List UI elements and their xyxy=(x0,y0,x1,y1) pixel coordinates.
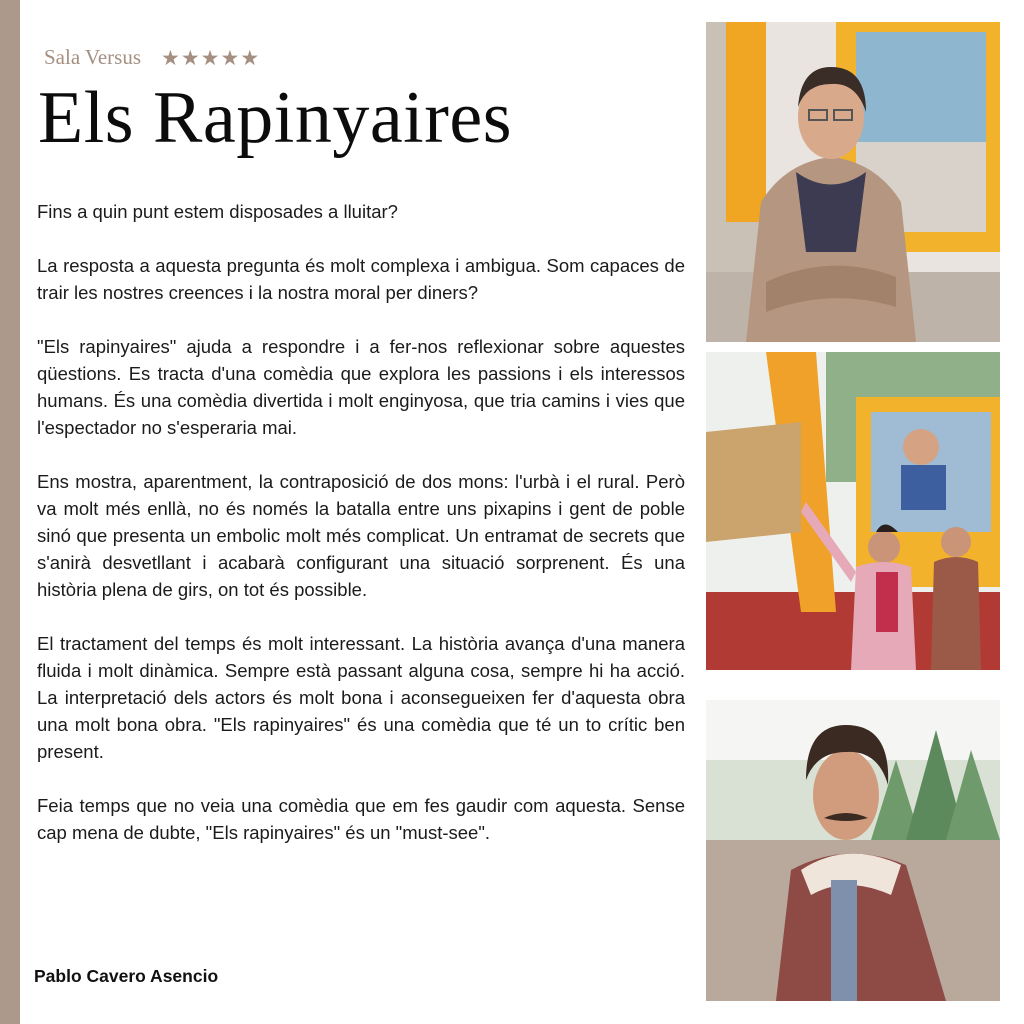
paragraph-question: Fins a quin punt estem disposades a lluitar? xyxy=(37,201,398,222)
photo-man-jacket xyxy=(706,700,1000,1001)
accent-side-bar xyxy=(0,0,20,1024)
paragraph-time: El tractament del temps és molt interessant. La història avança d'una manera fluida i molt dinàmica. Sempre està passant alguna cosa, sempre hi ha acció. La interpretació dels actors és molt bona i aconsegueixen fer d'aquesta obra una molt bona obra. "Els rapinyaires" és una comèdia que té un to crític ben present. xyxy=(37,633,685,762)
review-title: Els Rapinyaires xyxy=(38,77,513,159)
photo-woman-excavator xyxy=(706,22,1000,342)
paragraph-answer: La resposta a aquesta pregunta és molt complexa i ambigua. Som capaces de trair les nostres creences i la nostra moral per diners? xyxy=(37,255,685,303)
venue-label: Sala Versus xyxy=(44,45,142,69)
review-kicker xyxy=(44,45,260,70)
author-signature: Pablo Cavero Asencio xyxy=(34,966,219,986)
paragraph-worlds: Ens mostra, aparentment, la contraposició de dos mons: l'urbà i el rural. Però va molt més enllà, no és només la batalla entre uns pixapins i gent de poble sinó que presenta un embolic molt més complicat. Un entramat de secrets que s'anirà desvetllant i acabarà configurant una situació sorprenent. És una història plena de girs, on tot és possible. xyxy=(37,471,685,600)
paragraph-conclusion: Feia temps que no veia una comèdia que em fes gaudir com aquesta. Sense cap mena de dubte, "Els rapinyaires" és un "must-see". xyxy=(37,795,685,843)
rating-stars: ★★★★★ xyxy=(161,45,261,70)
photo-excavator-scene xyxy=(706,352,1000,670)
review-body xyxy=(37,198,685,873)
paragraph-reflection: "Els rapinyaires" ajuda a respondre i a fer-nos reflexionar sobre aquestes qüestions. Es tracta d'una comèdia que explora les passions i els interessos humans. És una comèdia divertida i molt enginyosa, que tria camins i vies que l'espectador no s'esperaria mai. xyxy=(37,336,685,438)
